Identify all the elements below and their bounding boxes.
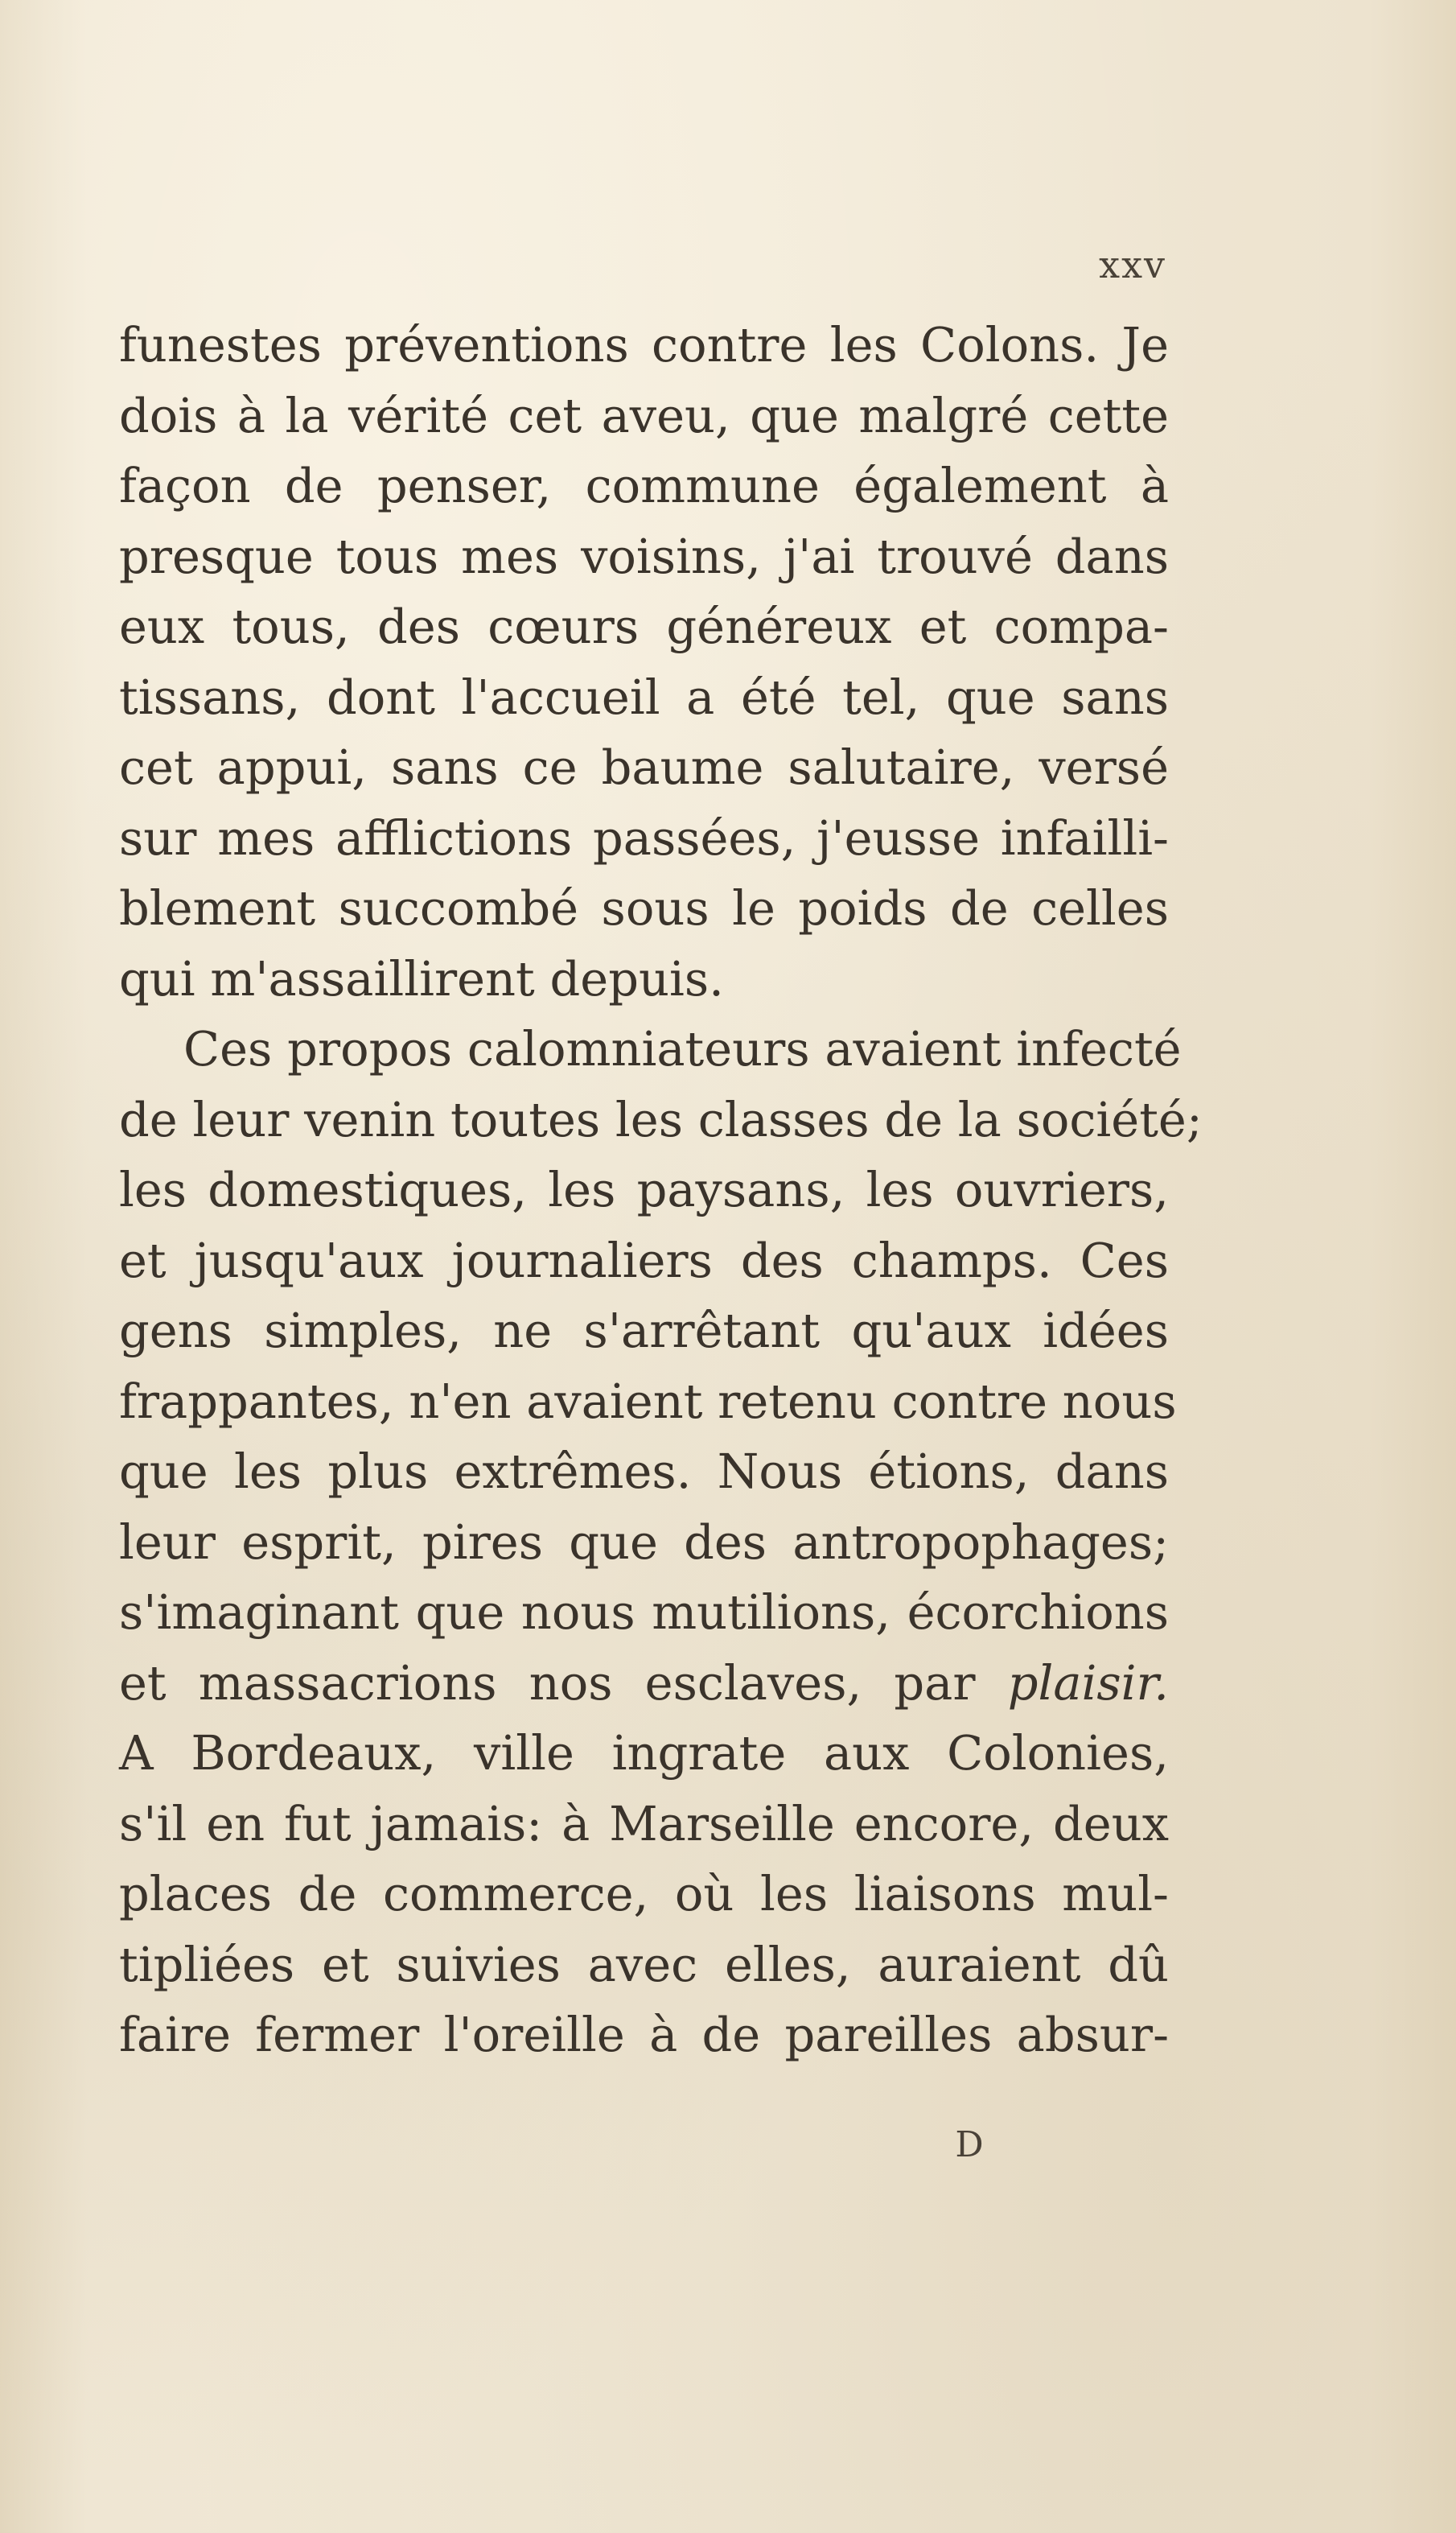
text-line: qui m'assaillirent depuis. — [119, 950, 724, 1007]
text-line: que les plus extrêmes. Nous étions, dans — [119, 1444, 1169, 1499]
signature-mark: D — [955, 2124, 984, 2165]
text-line: tissans, dont l'accueil a été tel, que sans — [119, 669, 1169, 725]
text-line: leur esprit, pires que des antropophages; — [119, 1514, 1169, 1570]
text-segment: et massacrions nos esclaves, par — [119, 1654, 1008, 1711]
text-line: sur mes afflictions passées, j'eusse infailli- — [119, 809, 1169, 866]
text-line: tipliées et suivies avec elles, auraient dû — [119, 1936, 1169, 1992]
text-line: et jusqu'aux journaliers des champs. Ces — [119, 1232, 1169, 1288]
text-line: s'il en fut jamais: à Marseille encore, deux — [119, 1795, 1169, 1851]
text-line: funestes préventions contre les Colons. Je — [119, 317, 1169, 373]
text-line: faire fermer l'oreille à de pareilles absur- — [119, 2007, 1169, 2062]
text-line: s'imaginant que nous mutilions, écorchions — [119, 1584, 1169, 1640]
text-line: façon de penser, commune également à — [119, 458, 1169, 513]
text-line: cet appui, sans ce baume salutaire, versé — [119, 739, 1169, 795]
text-line: de leur venin toutes les classes de la société; — [119, 1091, 1203, 1147]
text-line: Ces propos calomniateurs avaient infecté — [183, 1021, 1182, 1077]
text-line: places de commerce, où les liaisons mul- — [119, 1866, 1169, 1921]
page-number: xxv — [1099, 243, 1166, 286]
text-line: blement succombé sous le poids de celles — [119, 880, 1169, 936]
text-line: A Bordeaux, ville ingrate aux Colonies, — [119, 1725, 1169, 1781]
text-line: les domestiques, les paysans, les ouvriers, — [119, 1162, 1169, 1217]
text-line: frappantes, n'en avaient retenu contre nous — [119, 1373, 1177, 1429]
text-line-with-italic — [119, 1648, 1169, 1719]
body-text — [119, 310, 1203, 2070]
text-line: gens simples, ne s'arrêtant qu'aux idées — [119, 1303, 1169, 1358]
text-line: presque tous mes voisins, j'ai trouvé dans — [119, 528, 1169, 584]
italic-word: plaisir. — [1007, 1654, 1169, 1711]
text-line: eux tous, des cœurs généreux et compa- — [119, 599, 1169, 654]
text-line: dois à la vérité cet aveu, que malgré cette — [119, 387, 1169, 443]
